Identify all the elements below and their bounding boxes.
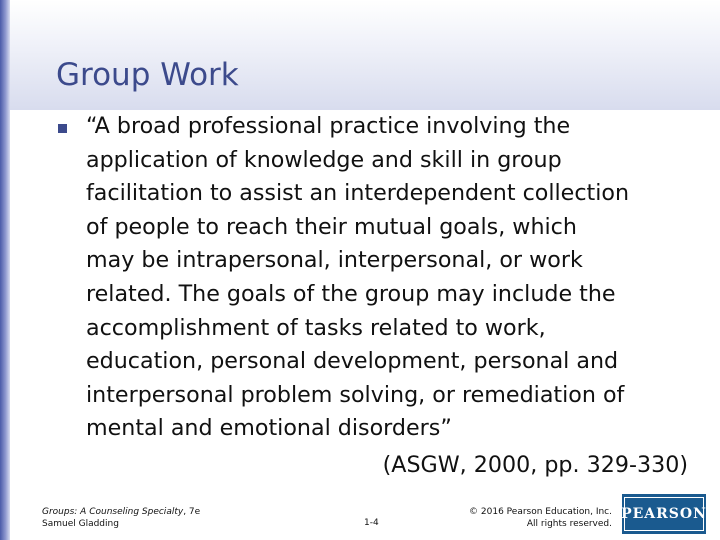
quote-line: may be intrapersonal, interpersonal, or work bbox=[86, 247, 583, 274]
slide-title: Group Work bbox=[56, 57, 239, 93]
quote-line: accomplishment of tasks related to work, bbox=[86, 314, 546, 341]
quote-line: education, personal development, personal and bbox=[86, 348, 619, 375]
quote-line: “A broad professional practice involving the bbox=[86, 113, 571, 139]
footer-rights-line: All rights reserved. bbox=[526, 519, 612, 529]
slide-left-accent-bar bbox=[0, 0, 10, 540]
quote-citation: (ASGW, 2000, pp. 329-330) bbox=[382, 452, 688, 478]
footer-page-number: 1-4 bbox=[364, 518, 379, 528]
quote-line: mental and emotional disorders” bbox=[86, 415, 452, 442]
quote-line: related. The goals of the group may include the bbox=[86, 280, 616, 307]
quote-line: interpersonal problem solving, or remediation of bbox=[86, 381, 625, 408]
quote-line: facilitation to assist an interdependent collection bbox=[86, 180, 630, 207]
quote-body bbox=[86, 110, 696, 446]
footer-author: Samuel Gladding bbox=[42, 519, 119, 529]
footer-book-info bbox=[42, 506, 200, 530]
footer-edition: , 7e bbox=[183, 507, 201, 517]
quote-line: of people to reach their mutual goals, which bbox=[86, 213, 577, 240]
footer-copyright-line: © 2016 Pearson Education, Inc. bbox=[469, 507, 612, 517]
pearson-logo-text: PEARSON bbox=[624, 497, 704, 531]
bullet-square-icon bbox=[58, 124, 67, 133]
title-band bbox=[10, 0, 720, 110]
footer-book-title: Groups: A Counseling Specialty bbox=[42, 507, 184, 517]
footer-copyright bbox=[469, 506, 612, 530]
pearson-logo bbox=[622, 494, 706, 534]
quote-line: application of knowledge and skill in group bbox=[86, 146, 562, 173]
